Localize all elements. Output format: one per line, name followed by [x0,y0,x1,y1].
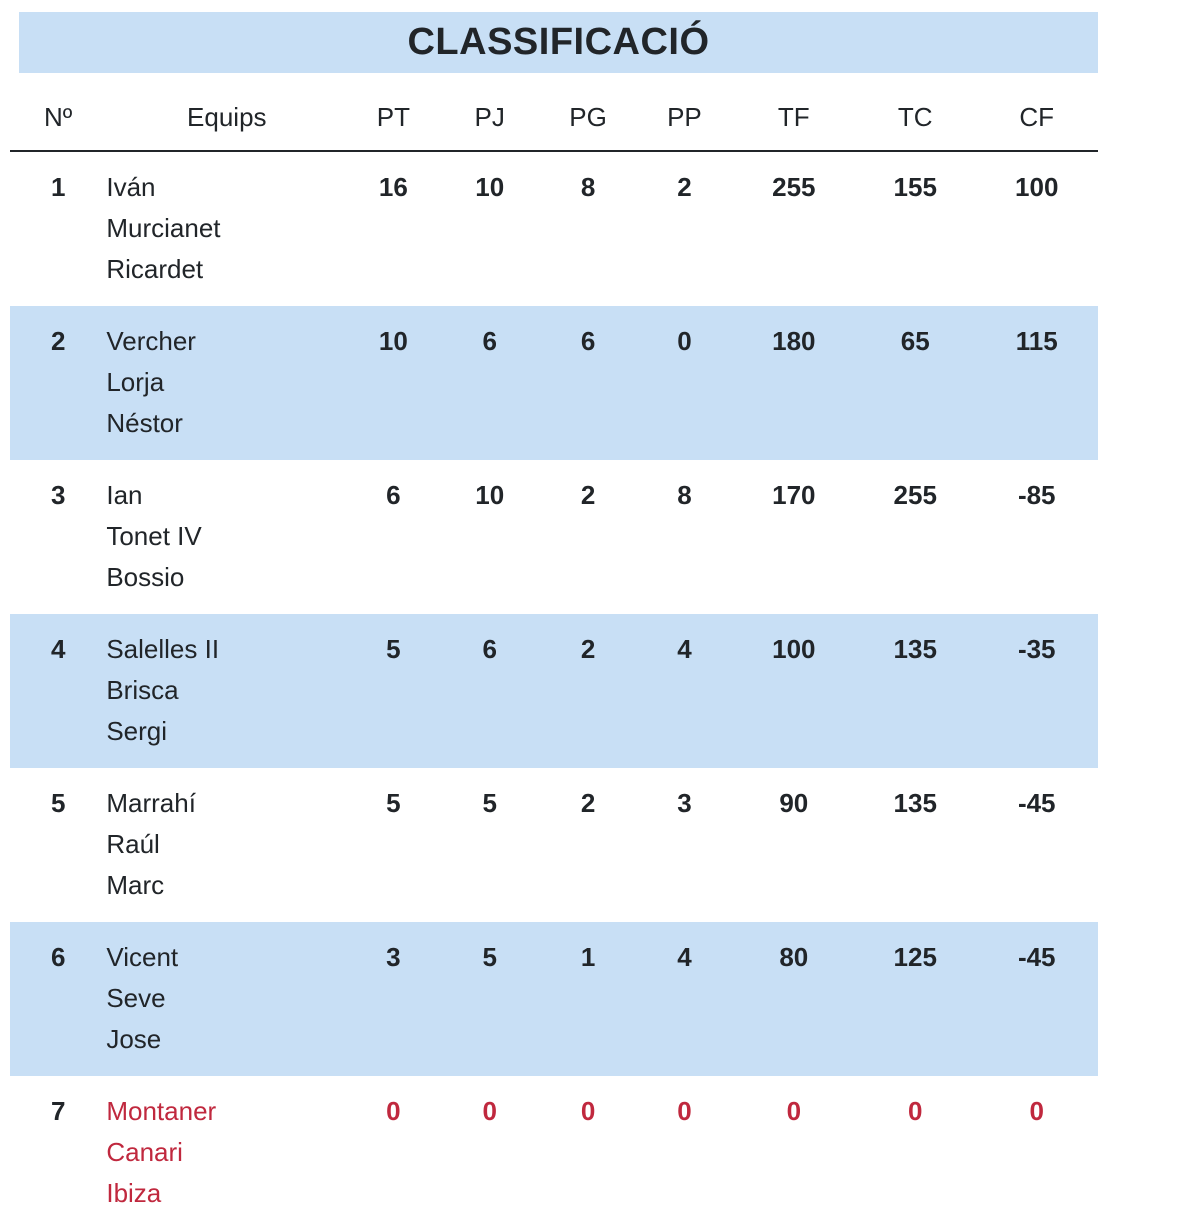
col-header-pt: PT [347,84,439,151]
player-name: Ibiza [106,1178,162,1208]
won: 0 [580,1096,596,1126]
played: 6 [440,614,540,768]
won: 6 [540,306,636,460]
difference: 115 [975,306,1098,460]
won: 8 [580,172,596,202]
player-name: Néstor [106,408,183,438]
points-for: 100 [733,614,855,768]
table-row [10,614,1098,768]
points: 10 [347,306,439,460]
player-name: Vercher [106,326,196,356]
table-row [10,768,1098,922]
table-row [10,306,1098,460]
player-name: Montaner [106,1096,217,1126]
position: 6 [10,922,106,1076]
points: 16 [378,172,408,202]
position: 2 [10,306,106,460]
played: 10 [475,480,505,510]
position: 1 [50,172,66,202]
points-against: 0 [908,1096,923,1126]
points-against: 65 [855,306,975,460]
difference: -85 [1017,480,1056,510]
col-header-pg: PG [540,84,636,151]
lost: 8 [677,480,692,510]
difference: -45 [975,922,1098,1076]
points: 5 [386,788,401,818]
position: 3 [50,480,66,510]
points-for: 170 [772,480,816,510]
player-name: Brisca [106,675,179,705]
col-header-tf: TF [733,84,855,151]
col-header-pj: PJ [440,84,540,151]
player-name: Lorja [106,367,165,397]
table-row [10,151,1098,306]
played: 5 [482,788,497,818]
points-against: 135 [855,614,975,768]
team-members [106,460,347,614]
player-name: Canari [106,1137,183,1167]
player-name: Tonet IV [106,521,202,551]
won: 2 [540,614,636,768]
difference: -35 [975,614,1098,768]
lost: 4 [636,614,732,768]
team-members [106,614,347,768]
team-members [106,768,347,922]
player-name: Ricardet [106,254,204,284]
team-members [106,922,347,1076]
won: 2 [580,788,596,818]
team-members [106,151,347,306]
points-for: 180 [733,306,855,460]
table-row [10,922,1098,1076]
difference: -45 [1017,788,1056,818]
player-name: Marc [106,870,165,900]
difference: 0 [1029,1096,1044,1126]
col-header-tc: TC [855,84,975,151]
played: 6 [440,306,540,460]
points-for: 255 [772,172,816,202]
col-header-teams: Equips [106,84,347,151]
points-against: 155 [893,172,937,202]
played: 10 [475,172,505,202]
points-against: 135 [893,788,937,818]
points-for: 0 [786,1096,802,1126]
player-name: Jose [106,1024,162,1054]
won: 1 [540,922,636,1076]
lost: 0 [636,306,732,460]
position: 5 [50,788,66,818]
standings-table [10,84,1098,1230]
table-row [10,1076,1098,1230]
lost: 3 [677,788,692,818]
player-name: Ian [106,480,143,510]
lost: 0 [677,1096,692,1126]
position: 4 [10,614,106,768]
lost: 4 [636,922,732,1076]
player-name: Sergi [106,716,168,746]
col-header-cf: CF [975,84,1098,151]
player-name: Vicent [106,942,179,972]
played: 5 [440,922,540,1076]
page-title: CLASSIFICACIÓ [407,21,710,63]
difference: 100 [1015,172,1059,202]
table-row [10,460,1098,614]
player-name: Salelles II [106,634,220,664]
points-for: 90 [779,788,809,818]
table-header-row [10,84,1098,151]
position: 7 [50,1096,66,1126]
points-against: 125 [855,922,975,1076]
col-header-pp: PP [636,84,732,151]
points: 6 [386,480,401,510]
title-banner [19,12,1098,73]
player-name: Marrahí [106,788,196,818]
team-members [106,1076,347,1230]
team-members [106,306,347,460]
points: 3 [347,922,439,1076]
played: 0 [482,1096,497,1126]
points-for: 80 [733,922,855,1076]
lost: 2 [677,172,692,202]
col-header-position: Nº [10,84,106,151]
points: 0 [386,1096,401,1126]
player-name: Raúl [106,829,160,859]
player-name: Bossio [106,562,185,592]
player-name: Seve [106,983,166,1013]
player-name: Murcianet [106,213,221,243]
player-name: Iván [106,172,156,202]
points-against: 255 [893,480,937,510]
points: 5 [347,614,439,768]
won: 2 [580,480,596,510]
